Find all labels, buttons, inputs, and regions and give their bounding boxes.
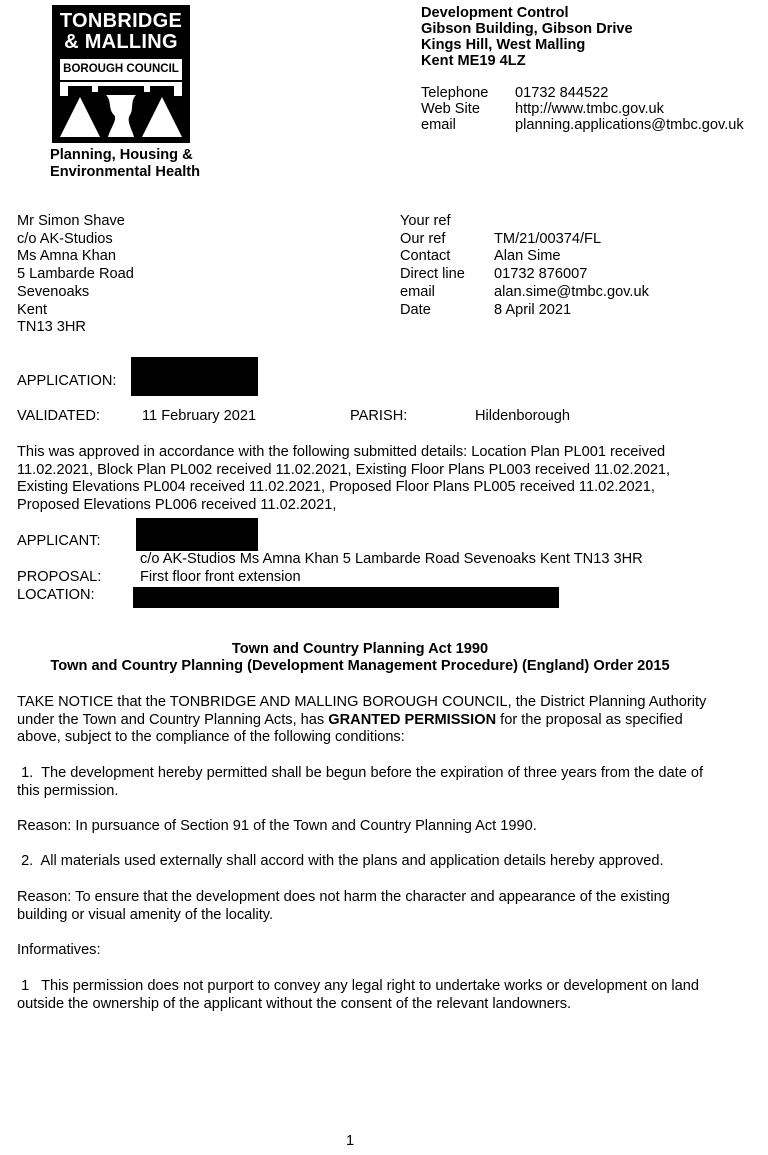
location-label: LOCATION: — [17, 587, 95, 603]
office-address-2: Kings Hill, West Malling — [421, 37, 586, 53]
reason-2: Reason: To ensure that the development does not harm the character and appearance of the existing building or visual amenity of the locality. — [17, 889, 670, 923]
contact-label: Contact — [400, 248, 451, 264]
page-number: 1 — [345, 1133, 355, 1149]
department-line1: Planning, Housing & — [50, 147, 193, 163]
condition-1: 1. The development hereby permitted shall be begun before the expiration of three years from the date of this permission. — [17, 765, 708, 799]
your-ref-label: Your ref — [400, 213, 451, 229]
parish-value: Hildenborough — [475, 408, 570, 424]
informative-1: 1 This permission does not purport to convey any legal right to undertake works or development on land outside the ownership of the applicant without the consent of the relevant landowners. — [17, 978, 704, 1012]
castle-emblem-icon — [52, 5, 190, 143]
logo-text-line1: TONBRIDGE — [59, 10, 183, 32]
application-label: APPLICATION: — [17, 373, 117, 389]
recipient-line: 5 Lambarde Road — [17, 266, 134, 282]
proposal-value: First floor front extension — [140, 569, 301, 585]
take-notice-paragraph — [17, 694, 717, 747]
office-name: Development Control — [421, 5, 569, 21]
telephone-label: Telephone — [421, 85, 489, 101]
reason-1: Reason: In pursuance of Section 91 of the Town and Country Planning Act 1990. — [17, 818, 537, 834]
contact-email-label: email — [400, 284, 435, 300]
our-ref-label: Our ref — [400, 231, 446, 247]
application-redaction — [131, 357, 258, 396]
recipient-line: Mr Simon Shave — [17, 213, 125, 229]
contact-value: Alan Sime — [494, 248, 561, 264]
logo-banner: BOROUGH COUNCIL — [60, 59, 182, 80]
validated-value: 11 February 2021 — [142, 408, 257, 424]
recipient-line: Ms Amna Khan — [17, 248, 116, 264]
council-logo — [52, 5, 190, 143]
condition-2: 2. All materials used externally shall accord with the plans and application details hereby approved. — [17, 853, 664, 869]
applicant-redaction — [136, 518, 258, 551]
notice-text-after: for the proposal as specified above, subject to the compliance of the following conditions: — [17, 711, 683, 746]
act-heading: Town and Country Planning Act 1990 — [231, 641, 489, 657]
office-email-label: email — [421, 117, 456, 133]
recipient-line: c/o AK-Studios — [17, 231, 113, 247]
direct-line-value: 01732 876007 — [494, 266, 588, 282]
date-value: 8 April 2021 — [494, 302, 572, 318]
date-label: Date — [400, 302, 431, 318]
office-email-link[interactable]: planning.applications@tmbc.gov.uk — [515, 117, 744, 133]
office-address-1: Gibson Building, Gibson Drive — [421, 21, 633, 37]
validated-label: VALIDATED: — [17, 408, 100, 424]
logo-text-line2: & MALLING — [64, 31, 178, 53]
notice-text-before: TAKE NOTICE that the TONBRIDGE AND MALLING BOROUGH COUNCIL, the District Planning Authority under the Town and Country Planning Acts, has — [17, 694, 707, 728]
website-label: Web Site — [421, 101, 480, 117]
telephone-value: 01732 844522 — [515, 85, 609, 101]
parish-label: PARISH: — [350, 408, 408, 424]
our-ref-value: TM/21/00374/FL — [494, 231, 602, 247]
informatives-title: Informatives: — [17, 942, 101, 958]
location-redaction — [133, 587, 559, 608]
granted-permission-text: GRANTED PERMISSION — [328, 711, 497, 728]
recipient-line: TN13 3HR — [17, 319, 86, 335]
applicant-address: c/o AK-Studios Ms Amna Khan 5 Lambarde Road Sevenoaks Kent TN13 3HR — [140, 551, 643, 567]
department-line2: Environmental Health — [50, 164, 201, 180]
recipient-line: Sevenoaks — [17, 284, 90, 300]
applicant-label: APPLICANT: — [17, 533, 101, 549]
contact-email-link[interactable]: alan.sime@tmbc.gov.uk — [494, 284, 649, 300]
website-link[interactable]: http://www.tmbc.gov.uk — [515, 101, 664, 117]
direct-line-label: Direct line — [400, 266, 465, 282]
order-heading: Town and Country Planning (Development Management Procedure) (England) Order 2015 — [50, 658, 670, 674]
approved-details: This was approved in accordance with the following submitted details: Location Plan PL001 received 11.02.2021, Block Plan PL002 received 11.02.2021, Existing Floor Plans PL003 received 11.02.2021, Existing Elevations PL004 received 11.02.2021, Proposed Floor Plans PL005 received 11.02.2021, Proposed Elevations PL006 received 11.02.2021, — [17, 444, 671, 513]
recipient-line: Kent — [17, 302, 48, 318]
proposal-label: PROPOSAL: — [17, 569, 102, 585]
office-address-3: Kent ME19 4LZ — [421, 53, 526, 69]
